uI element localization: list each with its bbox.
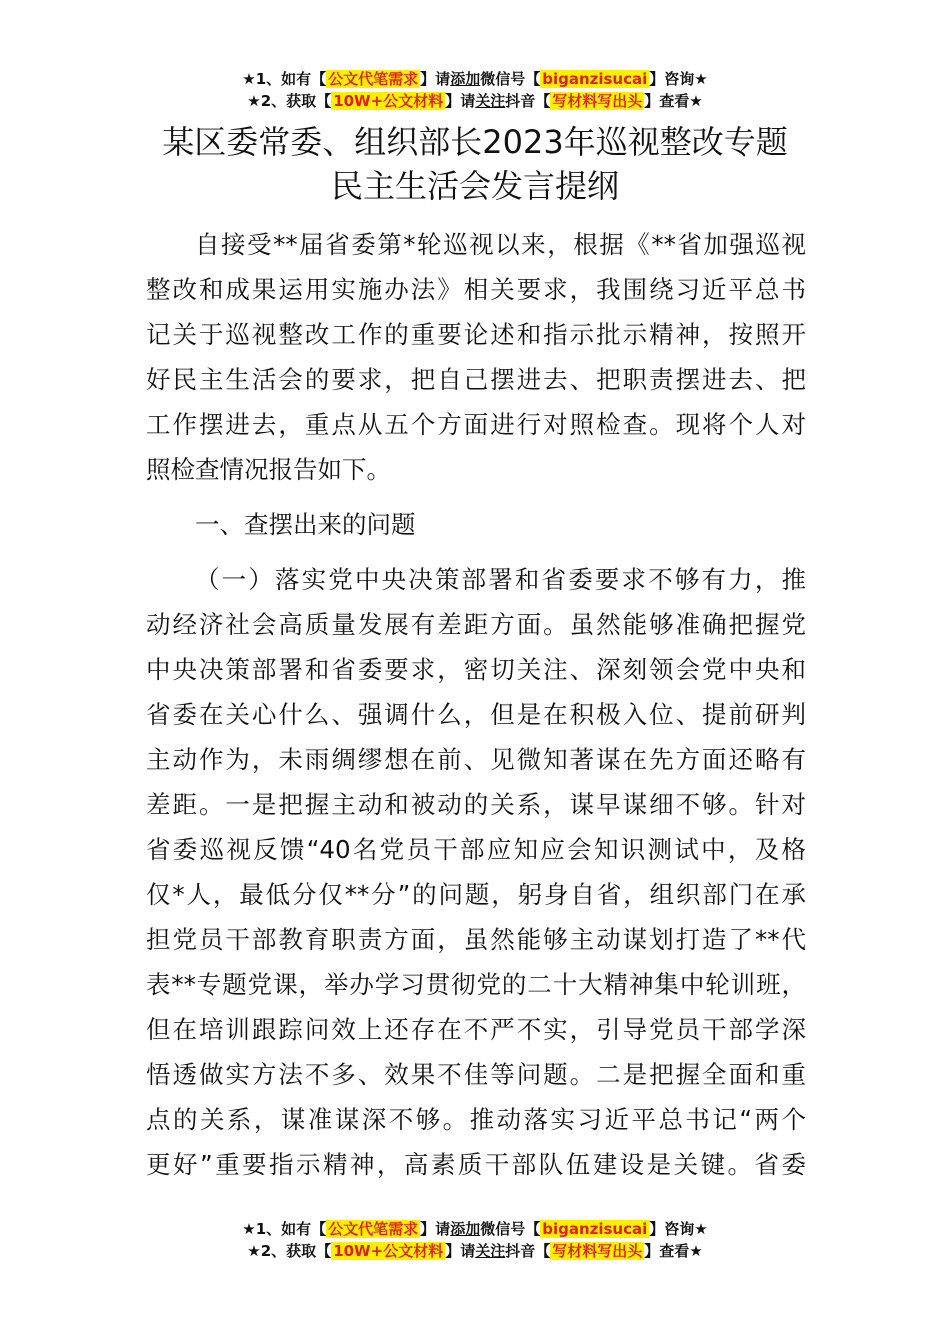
underlined-text: 添加 (450, 1220, 481, 1238)
highlight-badge: 写材料写出头 (552, 1242, 643, 1260)
paragraph-line: （一）落实党中央决策部署和省委要求不够有力，推 (195, 565, 806, 594)
paragraph-line: 更好”重要指示精神，高素质干部队伍建设是关键。省委 (146, 1150, 806, 1179)
promo-banner-top (0, 68, 950, 112)
paragraph-line: 动经济社会高质量发展有差距方面。虽然能够准确把握党 (146, 610, 806, 639)
promo-text: 抖音【 (505, 1242, 551, 1260)
paragraph-line: 工作摆进去，重点从五个方面进行对照检查。现将个人对 (146, 410, 806, 439)
promo-line-2 (0, 90, 950, 112)
promo-text: ★2、获取【 (247, 92, 332, 110)
highlight-badge: 10W+公文材料 (333, 1242, 444, 1260)
title-line-1: 某区委常委、组织部长2023年巡视整改专题 (162, 123, 788, 161)
paragraph-line: 照检查情况报告如下。 (146, 455, 391, 484)
paragraph-line: 整改和成果运用实施办法》相关要求，我围绕习近平总书 (146, 275, 806, 304)
promo-text: ★1、如有【 (242, 1220, 327, 1238)
underlined-text: 关注 (475, 92, 506, 110)
promo-line-2 (0, 1240, 950, 1262)
paragraph-line: 但在培训跟踪问效上还存在不严不实，引导党员干部学深 (146, 1015, 806, 1044)
underlined-text: 关注 (475, 1242, 506, 1260)
paragraph-line: 点的关系，谋准谋深不够。推动落实习近平总书记“两个 (146, 1105, 806, 1134)
paragraph-line: 自接受**届省委第*轮巡视以来，根据《**省加强巡视 (195, 230, 806, 259)
promo-text: ★1、如有【 (242, 70, 327, 88)
paragraph-line: 中央决策部署和省委要求，密切关注、深刻领会党中央和 (146, 655, 806, 684)
paragraph-line: 省委巡视反馈“40名党员干部应知应会知识测试中，及格 (146, 835, 806, 864)
document-title (0, 120, 950, 208)
promo-text: 微信号【 (480, 1220, 541, 1238)
promo-text: 抖音【 (505, 92, 551, 110)
promo-banner-bottom (0, 1218, 950, 1262)
promo-text: 微信号【 (480, 70, 541, 88)
paragraph-line: 省委在关心什么、强调什么，但是在积极入位、提前研判 (146, 700, 806, 729)
paragraph-line: 差距。一是把握主动和被动的关系，谋早谋细不够。针对 (146, 790, 806, 819)
paragraph-line: 担党员干部教育职责方面，虽然能够主动谋划打造了**代 (146, 925, 806, 954)
paragraph-line: 记关于巡视整改工作的重要论述和指示批示精神，按照开 (146, 320, 806, 349)
promo-text: 】查看★ (644, 92, 703, 110)
paragraph-line: 仅*人，最低分仅**分”的问题，躬身自省，组织部门在承 (146, 880, 806, 909)
paragraph-line: 好民主生活会的要求，把自己摆进去、把职责摆进去、把 (146, 365, 806, 394)
paragraph-line: 悟透做实方法不多、效果不佳等问题。二是把握全面和重 (146, 1060, 806, 1089)
promo-text: 】查看★ (644, 1242, 703, 1260)
promo-line-1 (0, 1218, 950, 1240)
title-line-2: 民主生活会发言提纲 (330, 167, 619, 205)
promo-text: 】咨询★ (649, 1220, 708, 1238)
promo-text: 】请 (420, 70, 451, 88)
promo-text: ★2、获取【 (247, 1242, 332, 1260)
promo-text: 】咨询★ (649, 70, 708, 88)
promo-text: 】请 (445, 1242, 476, 1260)
promo-text: 】请 (420, 1220, 451, 1238)
document-body (146, 222, 806, 1187)
highlight-badge: 公文代笔需求 (328, 70, 419, 88)
underlined-text: 添加 (450, 70, 481, 88)
paragraph-line: 表**专题党课，举办学习贯彻党的二十大精神集中轮训班， (146, 970, 806, 999)
highlight-badge: 公文代笔需求 (328, 1220, 419, 1238)
highlight-badge: 10W+公文材料 (333, 92, 444, 110)
highlight-badge: biganzisucai (542, 1220, 648, 1238)
highlight-badge: biganzisucai (542, 70, 648, 88)
highlight-badge: 写材料写出头 (552, 92, 643, 110)
section-heading: 一、查摆出来的问题 (195, 510, 416, 539)
promo-line-1 (0, 68, 950, 90)
promo-text: 】请 (445, 92, 476, 110)
paragraph-line: 主动作为，未雨绸缪想在前、见微知著谋在先方面还略有 (146, 745, 806, 774)
